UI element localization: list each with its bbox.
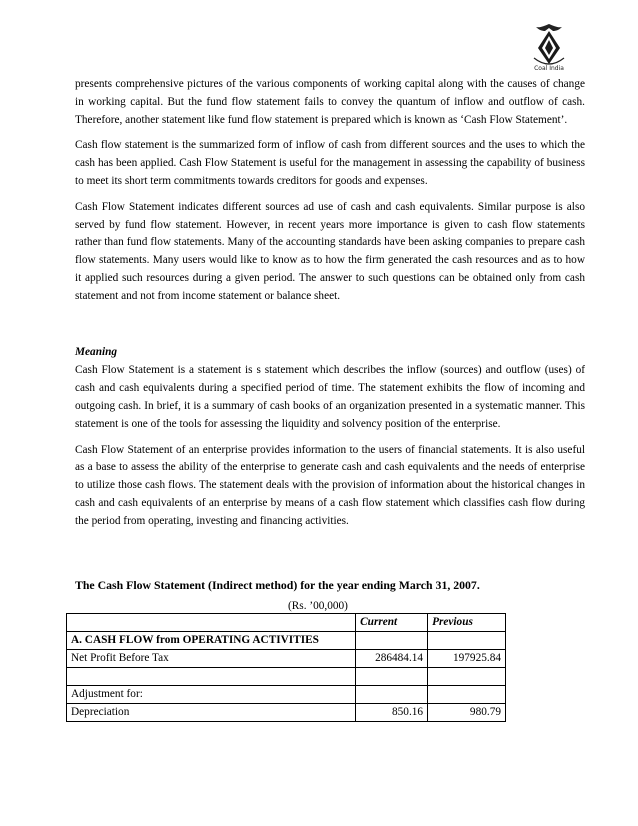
meaning-heading: Meaning: [75, 345, 118, 358]
intro-paragraph-3: Cash Flow Statement indicates different sources ad use of cash and cash equivalents. Similar purpose is also served by fund flow statement. However, in recent years more importance is given to cash flow statements rather than fund flow statements. Many of the accounting standards have been asking companies to prepare cash flow statements. Many users would like to know as to how the firm generated the cash resources and as to how it applied such resources during a given period. The answer to such questions can be obtained only from cash statement and not from income statement or balance sheet.: [75, 200, 585, 302]
row-current: 850.16: [356, 703, 428, 721]
table-row: [67, 649, 506, 667]
table-row: [67, 703, 506, 721]
table-unit: (Rs. ’00,000): [288, 599, 348, 612]
cash-flow-table: [66, 613, 506, 722]
row-current: 286484.14: [356, 649, 428, 667]
row-current: [356, 685, 428, 703]
row-label: Net Profit Before Tax: [67, 649, 356, 667]
row-label: [67, 667, 356, 685]
header-current: Current: [356, 613, 428, 631]
table-header-row: [67, 613, 506, 631]
intro-paragraph-2: Cash flow statement is the summarized form of inflow of cash from different sources and the uses to which the cash has been applied. Cash Flow Statement is useful for the management in assessing the capability of business to meet its short term commitments towards creditors for goods and expenses.: [75, 139, 585, 187]
meaning-paragraph-1: Cash Flow Statement is a statement is s statement which describes the inflow (sources) and outflow (uses) of cash and cash equivalents during a specified period of time. The statement exhibits the flow of incoming and outgoing cash. In brief, it is a summary of cash books of an organization presented in a systematic manner. This statement is one of the tools for assessing the liquidity and solvency position of the enterprise.: [75, 364, 585, 430]
row-current: [356, 631, 428, 649]
row-label: Depreciation: [67, 703, 356, 721]
table-row: [67, 667, 506, 685]
coal-india-logo: [522, 18, 576, 72]
table-title: The Cash Flow Statement (Indirect method) for the year ending March 31, 2007.: [75, 577, 480, 592]
header-previous: Previous: [428, 613, 506, 631]
page-content: [71, 76, 585, 722]
row-previous: [428, 667, 506, 685]
row-previous: 980.79: [428, 703, 506, 721]
row-previous: 197925.84: [428, 649, 506, 667]
row-label: Adjustment for:: [67, 685, 356, 703]
meaning-paragraph-2: Cash Flow Statement of an enterprise provides information to the users of financial statements. It is also useful as a base to assess the ability of the enterprise to generate cash and cash equivalents and the needs of enterprise to utilize those cash flows. The statement deals with the provision of information about the historical changes in cash and cash equivalents of an enterprise by means of a cash flow statement which classifies cash flow during the period from operating, investing and financing activities.: [75, 443, 585, 527]
table-row: [67, 631, 506, 649]
row-label: A. CASH FLOW from OPERATING ACTIVITIES: [67, 631, 356, 649]
header-cell-blank: [67, 613, 356, 631]
table-row: [67, 685, 506, 703]
row-current: [356, 667, 428, 685]
logo-text: Coal India: [534, 65, 564, 72]
row-previous: [428, 631, 506, 649]
row-previous: [428, 685, 506, 703]
intro-paragraph-1: presents comprehensive pictures of the various components of working capital along with the causes of change in working capital. But the fund flow statement fails to convey the quantum of inflow and outflow of cash. Therefore, another statement like fund flow statement is prepared which is known as ‘Cash Flow Statement’.: [75, 78, 585, 126]
